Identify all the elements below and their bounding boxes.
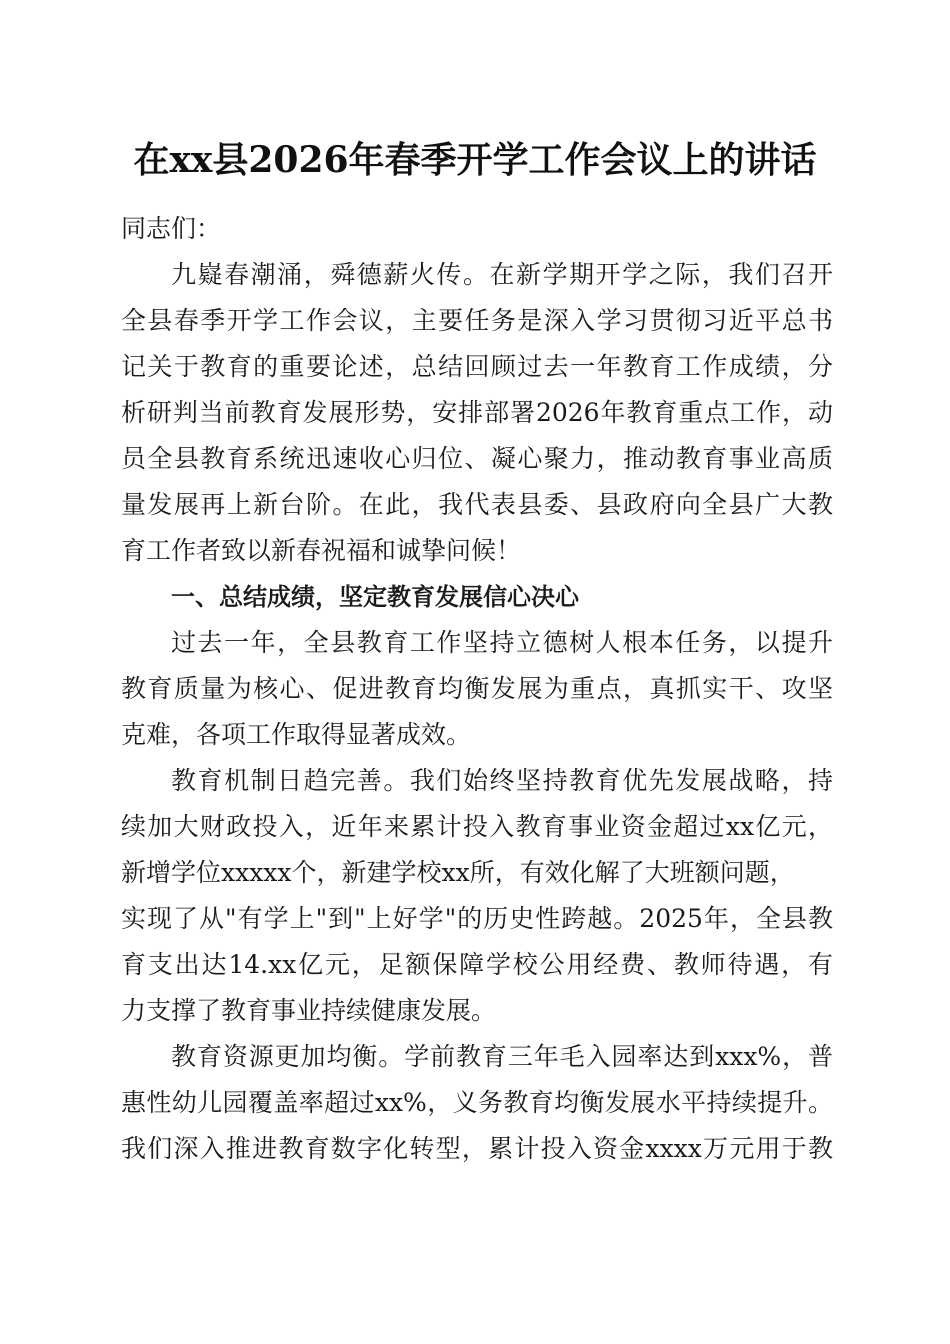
- paragraph-line: 教育机制日趋完善。我们始终坚持教育优先发展战略，持: [171, 766, 833, 795]
- paragraph-line: 析研判当前教育发展形势，安排部署2026年教育重点工作，动: [121, 398, 833, 427]
- paragraph-line: 过去一年，全县教育工作坚持立德树人根本任务，以提升: [171, 628, 833, 657]
- paragraph-line: 实现了从"有学上"到"上好学"的历史性跨越。2025年，全县教: [121, 904, 833, 933]
- document-body: [121, 206, 833, 1172]
- paragraph-line: 育工作者致以新春祝福和诚挚问候！: [121, 536, 522, 565]
- paragraph-line: 力支撑了教育事业持续健康发展。: [121, 996, 497, 1025]
- paragraph-line: 员全县教育系统迅速收心归位、凝心聚力，推动教育事业高质: [121, 444, 833, 473]
- document-title: 在xx县2026年春季开学工作会议上的讲话: [133, 139, 817, 181]
- paragraph-line: 育支出达14.xx亿元，足额保障学校公用经费、教师待遇，有: [121, 950, 833, 979]
- paragraph-line: 我们深入推进教育数字化转型，累计投入资金xxxx万元用于教: [121, 1134, 833, 1163]
- paragraph-line: 全县春季开学工作会议，主要任务是深入学习贯彻习近平总书: [121, 306, 833, 335]
- paragraph-line: 教育资源更加均衡。学前教育三年毛入园率达到xxx%，普: [171, 1042, 833, 1071]
- paragraph-line: 续加大财政投入，近年来累计投入教育事业资金超过xx亿元，: [121, 812, 833, 841]
- section-heading: 一、总结成绩，坚定教育发展信心决心: [171, 583, 579, 611]
- paragraph-line: 克难，各项工作取得显著成效。: [121, 720, 472, 749]
- paragraph-line: 量发展再上新台阶。在此，我代表县委、县政府向全县广大教: [121, 490, 833, 519]
- paragraph-line: 新增学位xxxxx个，新建学校xx所，有效化解了大班额问题，: [121, 858, 795, 887]
- paragraph-line: 惠性幼儿园覆盖率超过xx%，义务教育均衡发展水平持续提升。: [121, 1088, 833, 1117]
- salutation: 同志们：: [121, 214, 222, 243]
- paragraph-line: 记关于教育的重要论述，总结回顾过去一年教育工作成绩，分: [121, 352, 833, 381]
- paragraph-line: 九嶷春潮涌，舜德薪火传。在新学期开学之际，我们召开: [171, 260, 833, 289]
- paragraph-line: 教育质量为核心、促进教育均衡发展为重点，真抓实干、攻坚: [121, 674, 833, 703]
